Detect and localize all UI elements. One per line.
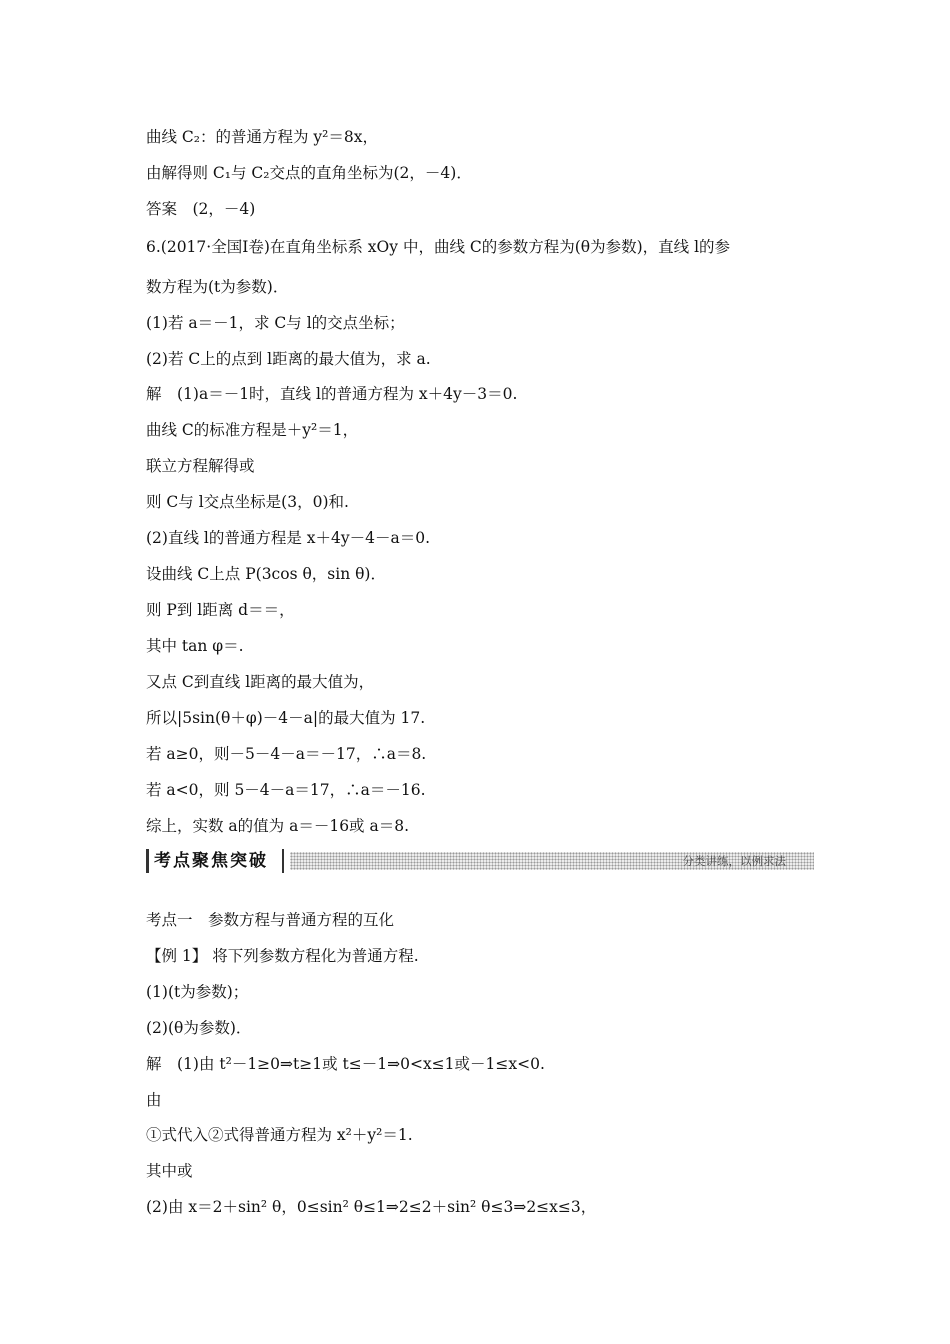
text-line: 则 C与 l交点坐标是(3，0)和. (146, 493, 349, 511)
text-line: 由解得则 C₁与 C₂交点的直角坐标为(2，－4)． (146, 164, 472, 182)
problem-6-line-1: 6.(2017·全国Ⅰ卷)在直角坐标系 xOy 中，曲线 C的参数方程为(θ为参数)，直线 l的参 (146, 238, 731, 256)
banner-tagline: 分类讲练，以例求法 (682, 854, 786, 868)
text-line: 又点 C到直线 l距离的最大值为， (146, 673, 375, 691)
banner-divider (146, 849, 149, 873)
text-line: (2)若 C上的点到 l距离的最大值为，求 a. (146, 350, 431, 368)
section-heading: 考点一 参数方程与普通方程的互化 (146, 911, 395, 929)
banner-divider (282, 849, 284, 873)
text-line: ①式代入②式得普通方程为 x²＋y²＝1. (146, 1126, 413, 1144)
example-heading: 【例 1】 将下列参数方程化为普通方程. (146, 947, 419, 965)
section-banner (146, 849, 814, 873)
text-line: 所以|5sin(θ＋φ)－4－a|的最大值为 17. (146, 709, 426, 727)
solution-line: 解 (1)a＝－1时，直线 l的普通方程为 x＋4y－3＝0. (146, 385, 518, 403)
text-line: 则 P到 l距离 d＝＝， (146, 601, 295, 619)
text-line: 若 a≥0，则－5－4－a＝－17，∴a＝8. (146, 745, 427, 763)
text-line: 设曲线 C上点 P(3cos θ，sin θ)． (146, 565, 386, 583)
solution-line: 解 (1)由 t²－1≥0⇒t≥1或 t≤－1⇒0<x≤1或－1≤x<0. (146, 1055, 545, 1073)
text-line: 其中 tan φ＝. (146, 637, 244, 655)
banner-title: 考点聚焦突破 (154, 851, 268, 871)
problem-6-line-2: 数方程为(t为参数)． (146, 278, 289, 296)
text-line: 联立方程解得或 (146, 457, 255, 475)
text-line: 综上，实数 a的值为 a＝－16或 a＝8. (146, 817, 410, 835)
text-line: 由 (146, 1091, 162, 1109)
text-line: (1)(t为参数)； (146, 983, 249, 1001)
text-line: (2)直线 l的普通方程是 x＋4y－4－a＝0. (146, 529, 431, 547)
text-line: 其中或 (146, 1162, 193, 1180)
text-line: 若 a<0，则 5－4－a＝17，∴a＝－16. (146, 781, 426, 799)
text-line: 曲线 C₂：的普通方程为 y²＝8x， (146, 128, 379, 146)
text-line: 答案 (2，－4) (146, 200, 256, 218)
text-line: (2)由 x＝2＋sin² θ，0≤sin² θ≤1⇒2≤2＋sin² θ≤3⇒2≤x≤3， (146, 1198, 597, 1216)
text-line: (2)(θ为参数)． (146, 1019, 252, 1037)
text-line: (1)若 a＝－1，求 C与 l的交点坐标； (146, 314, 405, 332)
text-line: 曲线 C的标准方程是＋y²＝1， (146, 421, 359, 439)
